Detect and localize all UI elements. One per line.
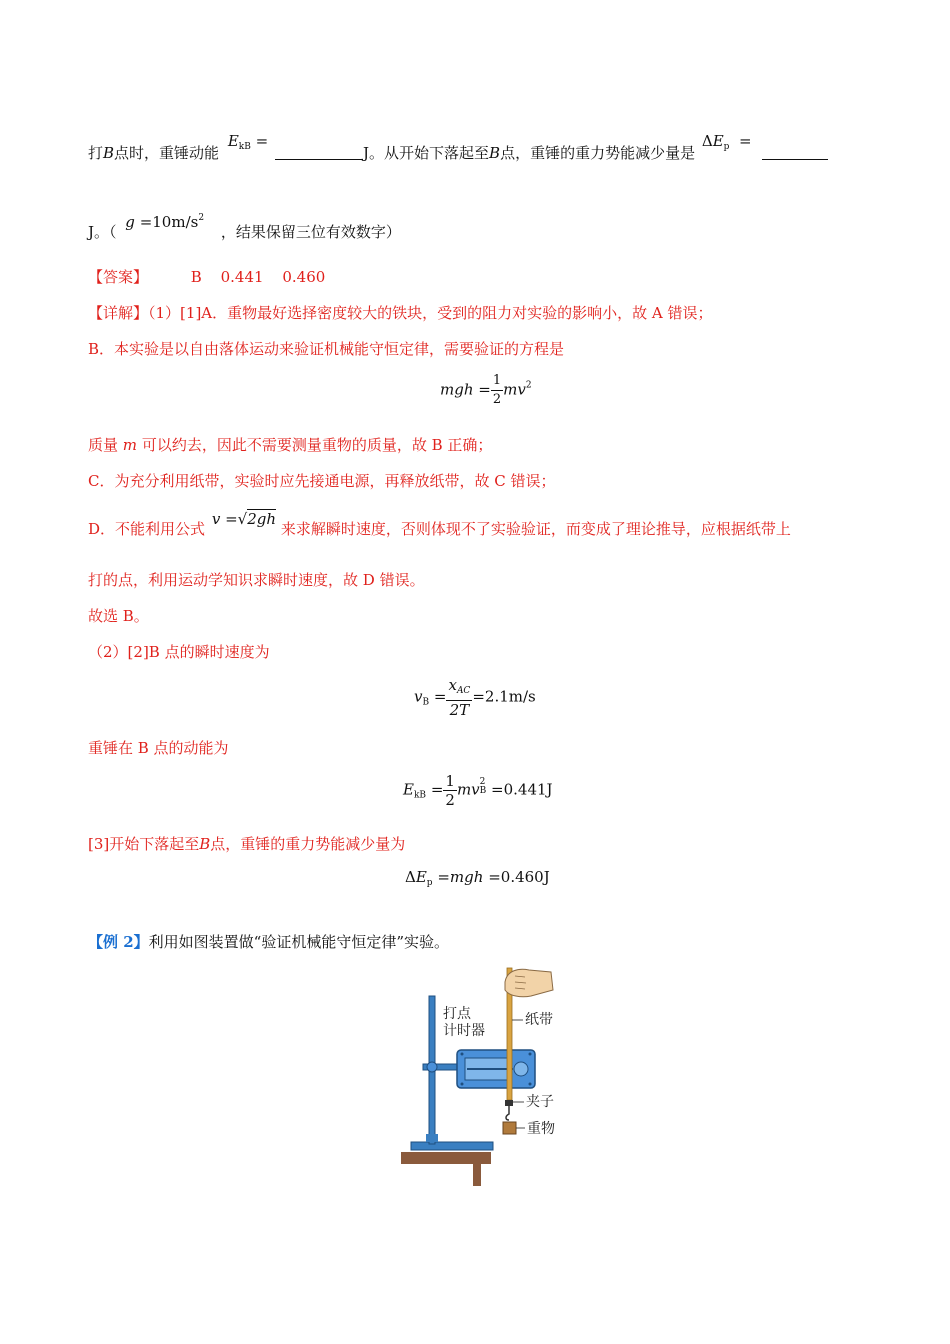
- text: 点，重锤的重力势能减少量是: [500, 144, 696, 162]
- result: =0.441J: [491, 780, 553, 799]
- denominator: 2T: [449, 701, 470, 719]
- apparatus-svg: [395, 960, 570, 1190]
- question-line-2: [88, 213, 401, 242]
- fraction: [446, 676, 472, 719]
- fraction: [491, 372, 503, 409]
- answer-blank-ek[interactable]: [275, 143, 363, 160]
- dep-e: E: [712, 132, 724, 150]
- label-clip: 夹子: [526, 1094, 554, 1110]
- label-timer-2: 计时器: [443, 1023, 485, 1039]
- sub: AC: [456, 686, 471, 696]
- sqrt: √2gh: [237, 510, 277, 528]
- equation-2: [414, 676, 536, 719]
- sub: kB: [413, 790, 427, 801]
- answer-label: 【答案】: [88, 268, 149, 286]
- eq-term: mv: [456, 780, 480, 799]
- detail-line-9: 重锤在 B 点的动能为: [88, 739, 229, 757]
- label-weight: 重物: [527, 1121, 555, 1137]
- g-sup: 2: [198, 213, 205, 223]
- radicand: 2gh: [247, 510, 277, 528]
- delta: Δ: [701, 132, 713, 150]
- text: 打: [88, 144, 104, 162]
- apparatus-figure: [395, 960, 570, 1190]
- eq: =: [225, 510, 238, 528]
- equation-3: [403, 772, 553, 809]
- timer-screw-2: [529, 1053, 532, 1056]
- supsub: [480, 778, 487, 796]
- g-value: [125, 213, 204, 231]
- result: =2.1m/s: [472, 687, 536, 706]
- g: g: [125, 213, 135, 231]
- text: 可以约去，因此不需要测量重物的质量，故 B 正确；: [141, 436, 493, 454]
- dep-symbol: [702, 132, 752, 150]
- var-m: m: [122, 436, 138, 454]
- text: 点时，重锤动能: [114, 144, 220, 162]
- question-line-1: [88, 132, 828, 169]
- denominator: 2: [492, 392, 502, 407]
- timer-wheel: [514, 1062, 528, 1076]
- example-text: 利用如图装置做“验证机械能守恒定律”实验。: [148, 933, 450, 951]
- stand-foot: [426, 1134, 438, 1142]
- example-2-line: [88, 932, 449, 952]
- timer-screw-1: [461, 1053, 464, 1056]
- text: J。（: [88, 223, 117, 241]
- eq: =: [430, 780, 444, 799]
- answer-blank-dep[interactable]: [762, 143, 828, 160]
- answer-3: 0.460: [282, 268, 326, 286]
- numerator: 1: [491, 372, 503, 391]
- sub: p: [426, 878, 433, 888]
- eq: =: [738, 132, 752, 150]
- detail-line-5: [88, 510, 791, 539]
- var-e: E: [403, 780, 414, 799]
- detail-line-8: （2）[2]B 点的瞬时速度为: [88, 643, 270, 661]
- delta: Δ: [405, 868, 416, 886]
- equation-4: [405, 868, 550, 888]
- text: [3]开始下落起至: [88, 835, 200, 853]
- example-label: 【例 2】: [88, 933, 149, 951]
- sup: 2: [525, 380, 532, 391]
- eq: =: [437, 868, 450, 886]
- point-b: B: [103, 144, 115, 162]
- timer-screw-4: [529, 1083, 532, 1086]
- ek-e: E: [227, 132, 239, 150]
- detail-line-1: 【详解】（1）[1]A．重物最好选择密度较大的铁块，受到的阻力对实验的影响小，故 A 错误；: [88, 304, 713, 322]
- var-v: v: [414, 687, 423, 706]
- stand-base: [411, 1142, 493, 1150]
- sup: 2: [479, 776, 486, 787]
- detail-line-3: [88, 435, 492, 455]
- fraction: [443, 772, 457, 809]
- ek-symbol: [228, 132, 268, 150]
- formula-v: [212, 510, 276, 528]
- point-b: B: [199, 835, 211, 853]
- answer-2: 0.441: [220, 268, 264, 286]
- table-top: [401, 1152, 491, 1164]
- var-x: x: [448, 676, 457, 694]
- var-e: E: [415, 868, 427, 886]
- clamp-knob: [427, 1062, 437, 1072]
- denominator: 2: [445, 791, 455, 809]
- answer-1: B: [190, 268, 202, 286]
- eq-term: mgh: [449, 868, 484, 886]
- text: ，结果保留三位有效数字）: [220, 223, 401, 241]
- text: 来求解瞬时速度，否则体现不了实验验证，而变成了理论推导，应根据纸带上: [280, 520, 791, 538]
- text: D．不能利用公式: [88, 520, 206, 538]
- detail-line-4: C．为充分利用纸带，实验时应先接通电源，再释放纸带，故 C 错误；: [88, 472, 556, 490]
- eq: =: [255, 132, 269, 150]
- eq: =: [478, 380, 491, 399]
- text: 质量: [88, 436, 119, 454]
- sub: B: [422, 697, 430, 708]
- numerator: 1: [445, 772, 455, 790]
- result: =0.460J: [488, 868, 550, 886]
- hook: [506, 1106, 509, 1120]
- eq-term: mgh: [440, 380, 474, 399]
- text: 点，重锤的重力势能减少量为: [210, 835, 406, 853]
- hand-icon: [505, 969, 553, 996]
- sub: B: [479, 785, 487, 796]
- var-v: v: [211, 510, 221, 528]
- clip: [505, 1100, 513, 1106]
- text: J。从开始下落起至: [363, 144, 490, 162]
- detail-line-10: [88, 834, 405, 854]
- weight: [503, 1122, 516, 1134]
- label-tape: 纸带: [525, 1012, 553, 1028]
- eq-term: mv: [503, 380, 526, 399]
- detail-line-2: B．本实验是以自由落体运动来验证机械能守恒定律，需要验证的方程是: [88, 340, 565, 358]
- detail-line-7: 故选 B。: [88, 607, 149, 625]
- answer-line: [88, 267, 325, 287]
- table-leg: [473, 1164, 481, 1186]
- equation-1: [440, 372, 532, 409]
- g-val: =10m/s: [139, 213, 199, 231]
- point-b: B: [489, 144, 501, 162]
- eq: =: [433, 687, 447, 706]
- dep-sub: p: [723, 142, 730, 152]
- detail-line-6: 打的点，利用运动学知识求瞬时速度，故 D 错误。: [88, 571, 425, 589]
- timer-screw-3: [461, 1083, 464, 1086]
- numerator: [446, 676, 472, 701]
- ek-sub: kB: [238, 142, 251, 152]
- label-timer-1: 打点: [443, 1006, 471, 1022]
